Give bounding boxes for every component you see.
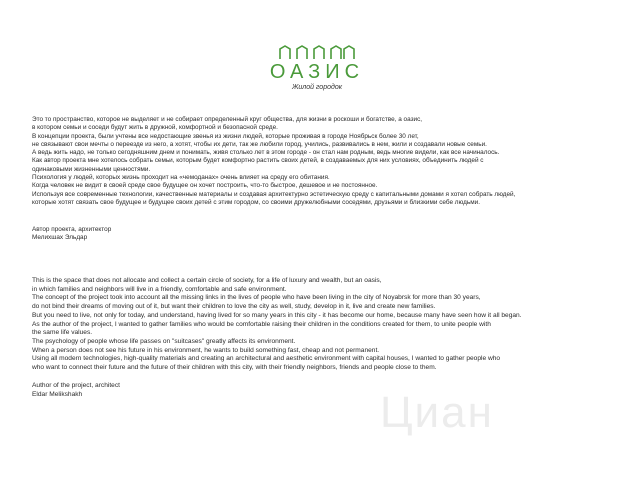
en-paragraph-line: the same life values. — [32, 329, 93, 337]
logo-title: ОАЗИС — [269, 61, 365, 83]
english-description — [32, 277, 636, 373]
ru-paragraph-line: Используя все современные технологии, качественные материалы и создавая архитектурно эстетическую среду с капитальными домами я хотел собрать людей, — [32, 190, 516, 198]
english-author — [32, 382, 636, 399]
en-paragraph-line: in which families and neighbors will live in a friendly, comfortable and safe environment. — [32, 285, 287, 293]
en-paragraph-line: who want to connect their future and the future of their children with this city, with their friendly neighbors, friends and people close to them. — [32, 364, 437, 372]
author-role-ru: Автор проекта, архитектор — [32, 226, 112, 233]
russian-description — [32, 116, 636, 207]
en-paragraph-line: The concept of the project took into account all the missing links in the lives of people who have been living in the city of Noyabrsk for more than 30 years, — [32, 294, 481, 302]
ru-paragraph-line: Это то пространство, которое не выделяет и не собирает определенный круг общества, для жизни в роскоши и богатстве, а оазис, — [32, 116, 423, 123]
ru-paragraph-line: А ведь жить надо, не только сегодняшним днем и понимать, живя столько лет в этом городе - он стал нам родным, ведь многие видели, как все начиналось. — [32, 149, 500, 157]
logo — [262, 44, 372, 92]
ru-paragraph-line: Когда человек не видит в своей среде свое будущее он хочет построить, что-то быстрое, дешевое и не постоянное. — [32, 182, 378, 190]
russian-author — [32, 226, 636, 243]
en-paragraph-line: This is the space that does not allocate and collect a certain circle of society, for a life of luxury and wealth, but an oasis, — [32, 277, 382, 284]
en-paragraph-line: But you need to live, not only for today, and understand, having lived for so many years in this city - it has become our home, because many have seen how it all began. — [32, 311, 522, 319]
en-paragraph-line: Using all modern technologies, high-quality materials and creating an architectural and aesthetic environment with capital houses, I wanted to gather people who — [32, 355, 501, 363]
en-paragraph-line: do not bind their dreams of moving out of it, but want their children to love the city as well, study, develop in it, live and create new families. — [32, 303, 436, 311]
en-paragraph-line: As the author of the project, I wanted to gather families who would be comfortable raising their children in the conditions created for them, to unite people with — [32, 320, 491, 328]
ru-paragraph-line: которые хотят связать свое будущее и будущее своих детей с этим городом, со своими дружелюбными соседями, друзьями и близкими себе людьми. — [32, 198, 480, 206]
ru-paragraph-line: не связывают свои мечты о переезде из него, а хотят, чтобы их дети, так же любили город, учились, развивались в нем, жили и создавали новые семьи. — [32, 140, 487, 148]
ru-paragraph-line: одинаковыми жизненными ценностями. — [32, 165, 151, 173]
ru-paragraph-line: Психология у людей, которых жизнь проходит на «чемоданах» очень влияет на среду его обитания. — [32, 174, 330, 182]
ru-paragraph-line: Как автор проекта мне хотелось собрать семьи, которым будет комфортно растить своих детей, в создаваемых для них условиях, объединить людей с — [32, 157, 484, 165]
ru-paragraph-line: в котором семьи и соседи будут жить в дружной, комфортной и безопасной среде. — [32, 124, 278, 132]
en-paragraph-line: The psychology of people whose life passes on "suitcases" greatly affects its environment. — [32, 337, 296, 345]
watermark: Циан — [380, 388, 494, 437]
author-name-en: Eldar Melikshakh — [32, 390, 83, 398]
author-name-ru: Мелихшах Эльдар — [32, 234, 88, 242]
logo-subtitle: Жилой городок — [291, 84, 343, 91]
en-paragraph-line: When a person does not see his future in his environment, he wants to build something fast, cheap and not permanent. — [32, 346, 380, 354]
houses-icon — [277, 44, 357, 60]
author-role-en: Author of the project, architect — [32, 382, 120, 389]
ru-paragraph-line: В концепции проекта, были учтены все недостающие звенья из жизни людей, которые проживая в городе Ноябрьск более 30 лет, — [32, 132, 419, 140]
